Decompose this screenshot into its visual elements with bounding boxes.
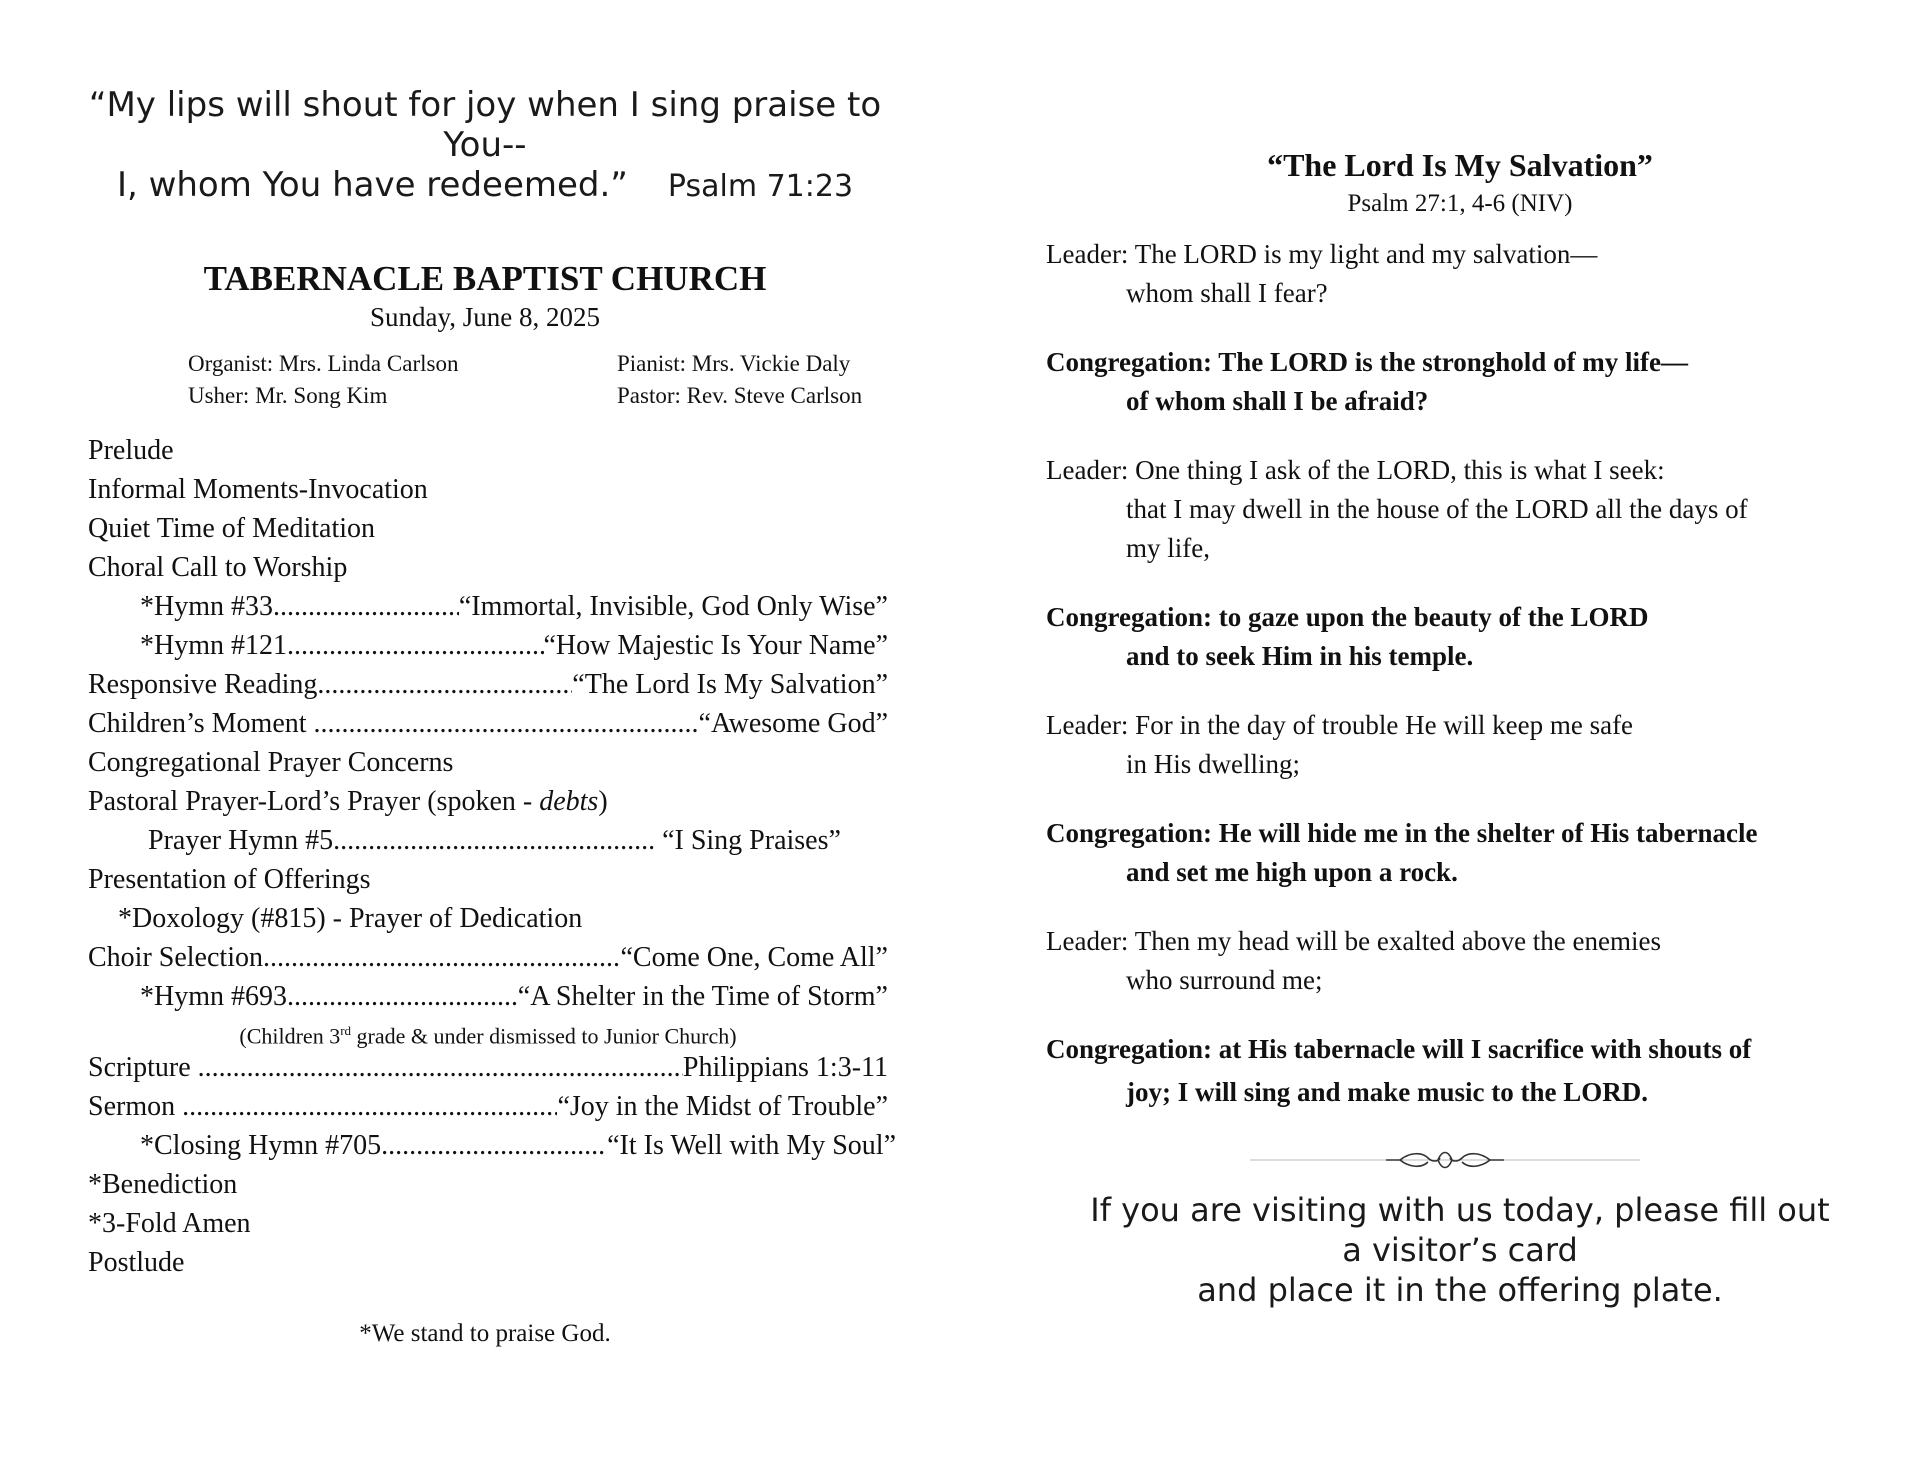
leader-dots — [263, 938, 621, 977]
order-item-informal: Informal Moments-Invocation — [88, 474, 428, 505]
epigraph-line-2: You-- — [443, 125, 527, 165]
order-item-prayer-hymn — [88, 821, 888, 860]
stanza-congregation-4 — [1046, 1030, 1846, 1112]
scripture-title: Philippians 1:3-11 — [682, 1052, 888, 1083]
stanza-line: Leader: One thing I ask of the LORD, this is what I seek: — [1046, 455, 1665, 485]
stanza-line: Leader: Then my head will be exalted above the enemies — [1046, 926, 1662, 956]
epigraph-line-3-text: I, whom You have redeemed.” — [116, 165, 628, 205]
stanza-line: and set me high upon a rock. — [1126, 857, 1458, 887]
closing-hymn-title: “It Is Well with My Soul” — [607, 1130, 896, 1161]
hymn-33-title: “Immortal, Invisible, God Only Wise” — [458, 591, 888, 622]
stanza-line: of whom shall I be afraid? — [1126, 386, 1429, 416]
stanza-leader-3 — [1046, 706, 1846, 784]
pianist: Pianist: Mrs. Vickie Daly — [617, 351, 851, 376]
visitor-message — [1040, 1190, 1880, 1310]
prayer-hymn-label: Prayer Hymn #5 — [148, 825, 334, 856]
visitor-line-1: If you are visiting with us today, please fill out — [1090, 1191, 1830, 1229]
stanza-line: Leader: For in the day of trouble He will keep me safe — [1046, 710, 1634, 740]
stanza-leader-4 — [1046, 922, 1846, 1000]
organist: Organist: Mrs. Linda Carlson — [188, 351, 459, 376]
order-item-benediction: *Benediction — [88, 1169, 238, 1200]
choir-label: Choir Selection — [88, 942, 263, 973]
stanza-line: in His dwelling; — [1126, 749, 1300, 779]
stanza-congregation-3 — [1046, 814, 1846, 892]
staff-right — [617, 348, 862, 412]
order-item-prayer-concerns: Congregational Prayer Concerns — [88, 747, 454, 778]
visitor-line-2: a visitor’s card — [1342, 1231, 1578, 1269]
stanza-congregation-2 — [1046, 598, 1846, 676]
stanza-line: and to seek Him in his temple. — [1126, 641, 1474, 671]
leader-dots — [273, 587, 459, 626]
stanza-line: Congregation: to gaze upon the beauty of the LORD — [1046, 602, 1649, 632]
order-item-childrens-moment — [88, 704, 888, 743]
order-of-worship — [88, 431, 896, 1282]
prayer-hymn-title: “I Sing Praises” — [655, 825, 841, 856]
order-item-pastoral-prayer — [88, 782, 888, 821]
order-item-hymn-121 — [88, 626, 888, 665]
stanza-line: Leader: The LORD is my light and my salvation— — [1046, 239, 1598, 269]
leader-dots — [198, 1048, 683, 1087]
order-item-closing-hymn — [88, 1126, 896, 1165]
stanza-line: Congregation: He will hide me in the shelter of His tabernacle — [1046, 818, 1758, 848]
responsive-reading — [1046, 235, 1846, 1142]
order-item-choral-call: Choral Call to Worship — [88, 552, 348, 583]
order-item-hymn-693 — [88, 977, 888, 1016]
order-item-hymn-33 — [88, 587, 888, 626]
pastor: Pastor: Rev. Steve Carlson — [617, 383, 863, 408]
church-header — [60, 258, 910, 334]
hymn-693-label: *Hymn #693 — [140, 981, 287, 1012]
stanza-leader-2 — [1046, 451, 1846, 568]
order-item-amen: *3-Fold Amen — [88, 1208, 251, 1239]
leader-dots — [314, 704, 699, 743]
order-item-offerings: Presentation of Offerings — [88, 864, 371, 895]
stanza-line: Congregation: at His tabernacle will I sacrifice with shouts of — [1046, 1034, 1752, 1064]
hymn-121-label: *Hymn #121 — [140, 630, 287, 661]
stanza-line: my life, — [1126, 533, 1210, 563]
staff-left — [188, 348, 458, 412]
leader-dots — [287, 977, 518, 1016]
epigraph-line-1: “My lips will shout for joy when I sing praise to — [88, 85, 882, 125]
scripture-label: Scripture — [88, 1052, 198, 1083]
sermon-title: “Joy in the Midst of Trouble” — [557, 1091, 888, 1122]
leader-dots — [381, 1126, 607, 1165]
leader-dots — [333, 821, 655, 860]
hymn-121-title: “How Majestic Is Your Name” — [543, 630, 888, 661]
children-title: “Awesome God” — [698, 708, 888, 739]
reading-subtitle: Psalm 27:1, 4-6 (NIV) — [1347, 190, 1573, 217]
children-label: Children’s Moment — [88, 708, 314, 739]
stand-note: *We stand to praise God. — [359, 1320, 611, 1347]
stanza-line: joy; I will sing and make music to the LORD. — [1126, 1077, 1649, 1107]
leader-dots — [287, 626, 544, 665]
order-item-prelude: Prelude — [88, 435, 174, 466]
order-item-choir-selection — [88, 938, 888, 977]
children-note-a: (Children 3 — [239, 1023, 341, 1049]
pastoral-prayer-debts: debts — [539, 786, 599, 817]
hymn-33-label: *Hymn #33 — [140, 591, 273, 622]
pastoral-prayer-text: Pastoral Prayer-Lord’s Prayer (spoken - — [88, 786, 540, 817]
epigraph-line-3 — [60, 165, 910, 207]
responsive-title: “The Lord Is My Salvation” — [572, 669, 888, 700]
order-item-doxology: *Doxology (#815) - Prayer of Dedication — [118, 903, 583, 934]
church-name: TABERNACLE BAPTIST CHURCH — [203, 259, 767, 298]
responsive-label: Responsive Reading — [88, 669, 318, 700]
stanza-line: that I may dwell in the house of the LORD all the days of — [1126, 494, 1748, 524]
stanza-line: Congregation: The LORD is the stronghold of my life— — [1046, 347, 1689, 377]
epigraph-reference: Psalm 71:23 — [667, 169, 854, 204]
order-item-responsive-reading — [88, 665, 888, 704]
choir-title: “Come One, Come All” — [620, 942, 888, 973]
usher: Usher: Mr. Song Kim — [188, 383, 388, 408]
order-item-scripture — [88, 1048, 888, 1087]
order-item-sermon — [88, 1087, 888, 1126]
order-item-postlude: Postlude — [88, 1247, 185, 1278]
hymn-693-title: “A Shelter in the Time of Storm” — [517, 981, 888, 1012]
stanza-congregation-1 — [1046, 343, 1846, 421]
leader-dots — [317, 665, 572, 704]
stanza-line: who surround me; — [1126, 965, 1323, 995]
children-note-sup: rd — [340, 1023, 352, 1038]
epigraph — [60, 85, 910, 207]
flourish-divider-icon — [1250, 1148, 1640, 1172]
order-item-quiet: Quiet Time of Meditation — [88, 513, 375, 544]
stanza-line: whom shall I fear? — [1126, 278, 1328, 308]
pastoral-prayer-close: ) — [598, 786, 608, 817]
visitor-line-3: and place it in the offering plate. — [1197, 1271, 1723, 1309]
sermon-label: Sermon — [88, 1091, 183, 1122]
stanza-leader-1 — [1046, 235, 1846, 313]
children-dismissal-note — [88, 1016, 888, 1048]
leader-dots — [182, 1087, 557, 1126]
closing-hymn-label: *Closing Hymn #705 — [140, 1130, 382, 1161]
service-date: Sunday, June 8, 2025 — [370, 302, 600, 332]
reading-title: “The Lord Is My Salvation” — [1267, 147, 1653, 183]
children-note-b: grade & under dismissed to Junior Church) — [351, 1023, 737, 1049]
